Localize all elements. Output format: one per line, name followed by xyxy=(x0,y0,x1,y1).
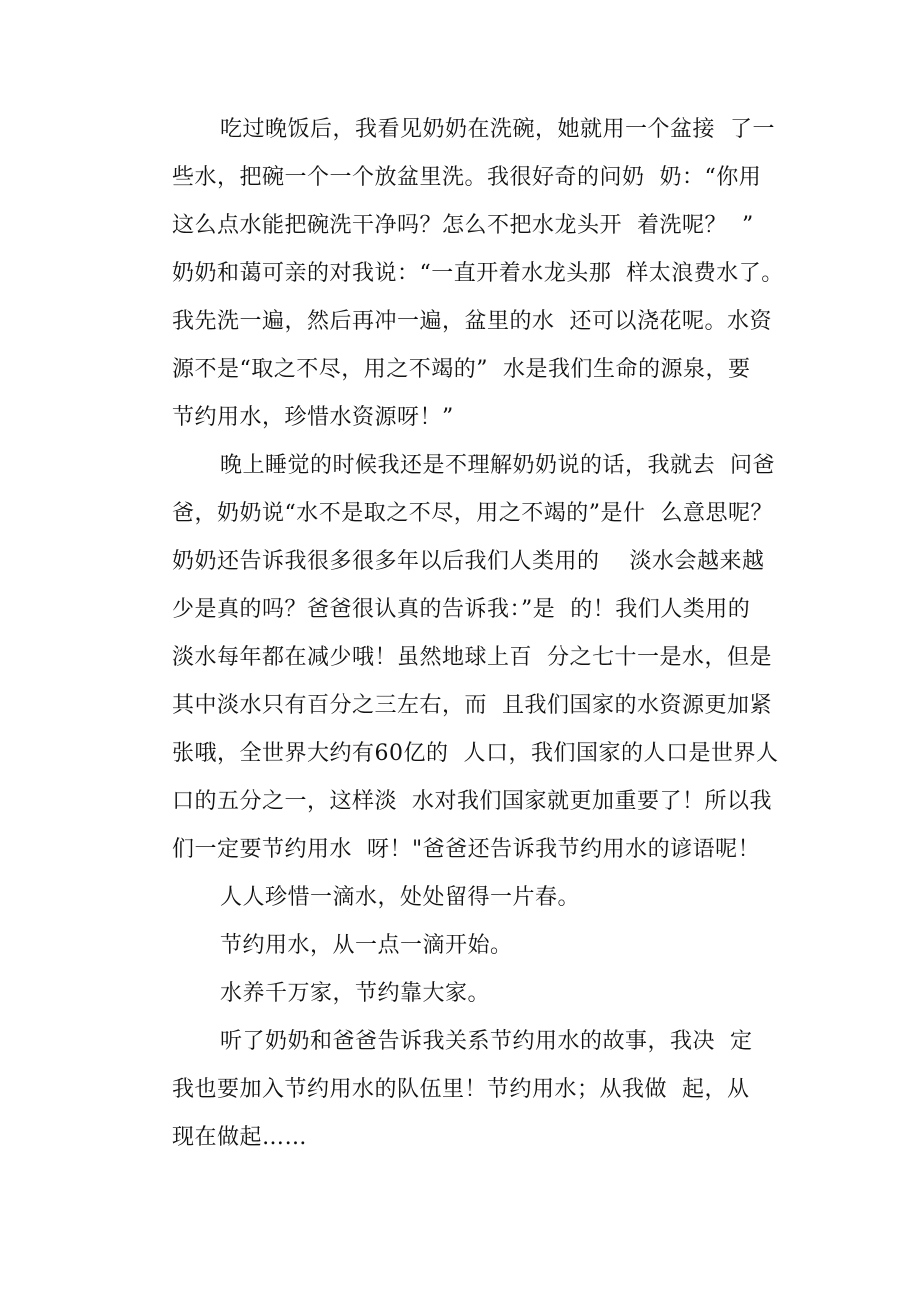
paragraph-2-line-4: 少是真的吗？爸爸很认真的告诉我：”是 的！我们人类用的 xyxy=(172,597,751,622)
paragraph-1-line-5: 我先洗一遍，然后再冲一遍，盆里的水 还可以浇花呢。水资 xyxy=(172,309,772,334)
paragraph-2-line-8: 口的五分之一，这样淡 水对我们国家就更加重要了！所以我 xyxy=(172,789,772,814)
paragraph-3-line-3: 现在做起…… xyxy=(172,1125,308,1150)
paragraph-1-line-4: 奶奶和蔼可亲的对我说：“一直开着水龙头那 样太浪费水了。 xyxy=(172,261,784,286)
paragraph-2-line-1: 晚上睡觉的时候我还是不理解奶奶说的话，我就去 问爸 xyxy=(220,453,775,478)
paragraph-1-line-2: 些水，把碗一个一个放盆里洗。我很好奇的问奶 奶：“你用 xyxy=(172,165,762,190)
paragraph-2-line-9: 们一定要节约用水 呀！"爸爸还告诉我节约用水的谚语呢！ xyxy=(172,837,761,862)
proverb-1: 人人珍惜一滴水，处处留得一片春。 xyxy=(220,885,581,910)
paragraph-1-line-6: 源不是“取之不尽，用之不竭的” 水是我们生命的源泉，要 xyxy=(172,357,751,382)
paragraph-2-line-5: 淡水每年都在减少哦！虽然地球上百 分之七十一是水，但是 xyxy=(172,645,772,670)
proverb-3: 水养千万家，节约靠大家。 xyxy=(220,981,491,1006)
paragraph-2-line-7: 张哦，全世界大约有60亿的 人口，我们国家的人口是世界人 xyxy=(172,741,779,766)
paragraph-2-line-6: 其中淡水只有百分之三左右，而 且我们国家的水资源更加紧 xyxy=(172,693,772,718)
paragraph-1-line-7: 节约用水，珍惜水资源呀！” xyxy=(172,405,454,430)
proverb-2: 节约用水，从一点一滴开始。 xyxy=(220,933,513,958)
paragraph-3-line-1: 听了奶奶和爸爸告诉我关系节约用水的故事，我决 定 xyxy=(220,1029,753,1054)
paragraph-2-line-2: 爸，奶奶说“水不是取之不尽，用之不竭的”是什 么意思呢？ xyxy=(172,501,773,526)
paragraph-3-line-2: 我也要加入节约用水的队伍里！节约用水；从我做 起，从 xyxy=(172,1077,750,1102)
paragraph-1-line-3: 这么点水能把碗洗干净吗？怎么不把水龙头开 着洗呢？ ” xyxy=(172,213,754,238)
paragraph-2-line-3: 奶奶还告诉我很多很多年以后我们人类用的 淡水会越来越 xyxy=(172,549,765,574)
paragraph-1-line-1: 吃过晚饭后，我看见奶奶在洗碗，她就用一个盆接 了一 xyxy=(220,117,775,142)
